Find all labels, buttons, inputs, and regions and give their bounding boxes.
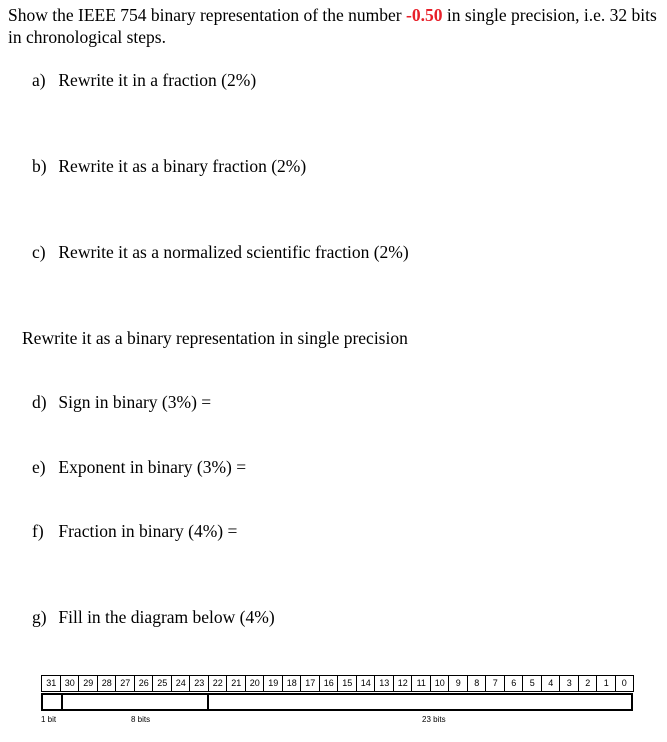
question-b (32, 155, 306, 177)
bit-number-cell: 19 (263, 675, 283, 692)
target-number: -0.50 (406, 5, 443, 25)
bit-number-cell: 21 (226, 675, 246, 692)
binary-representation-heading: Rewrite it as a binary representation in single precision (22, 328, 408, 348)
bit-number-cell: 17 (300, 675, 320, 692)
question-d (32, 391, 211, 413)
question-f-text: Fraction in binary (4%) = (58, 521, 238, 541)
problem-text-start: Show the IEEE 754 binary representation of the number (8, 5, 407, 25)
bit-number-cell: 7 (485, 675, 505, 692)
bit-number-cell: 14 (356, 675, 376, 692)
question-c-text: Rewrite it as a normalized scientific fraction (2%) (58, 242, 409, 262)
bit-number-cell: 13 (374, 675, 394, 692)
question-d-label: d) (32, 392, 47, 412)
bit-number-cell: 9 (448, 675, 468, 692)
bit-number-cell: 1 (596, 675, 616, 692)
bit-number-cell: 5 (522, 675, 542, 692)
question-a-label: a) (32, 70, 46, 90)
fraction-field-box[interactable] (207, 693, 633, 711)
question-e (32, 456, 246, 478)
question-f-label: f) (32, 521, 44, 541)
exponent-field-box[interactable] (61, 693, 209, 711)
question-e-label: e) (32, 457, 46, 477)
question-d-text: Sign in binary (3%) = (58, 392, 212, 412)
question-c (32, 241, 409, 263)
bit-number-cell: 24 (171, 675, 191, 692)
bit-number-cell: 27 (115, 675, 135, 692)
bit-number-cell: 10 (430, 675, 450, 692)
bit-number-cell: 29 (78, 675, 98, 692)
sign-field-caption: 1 bit (41, 715, 57, 724)
bit-number-cell: 18 (282, 675, 302, 692)
question-b-label: b) (32, 156, 47, 176)
bit-number-cell: 25 (152, 675, 172, 692)
question-g-text: Fill in the diagram below (4%) (58, 607, 275, 627)
bit-number-cell: 12 (393, 675, 413, 692)
bit-number-cell: 30 (60, 675, 80, 692)
fraction-field-caption: 23 bits (422, 715, 446, 724)
problem-text-end: in single precision, i.e. 32 bits in chronological steps. (8, 5, 657, 47)
question-g (32, 606, 275, 628)
question-a (32, 69, 256, 91)
bit-number-cell: 31 (41, 675, 61, 692)
bit-number-cell: 28 (97, 675, 117, 692)
question-e-text: Exponent in binary (3%) = (58, 457, 247, 477)
bit-number-cell: 15 (337, 675, 357, 692)
question-c-label: c) (32, 242, 46, 262)
bit-number-cell: 22 (208, 675, 228, 692)
bit-number-cell: 16 (319, 675, 339, 692)
question-b-text: Rewrite it as a binary fraction (2%) (58, 156, 307, 176)
problem-statement (8, 4, 658, 48)
bit-number-cell: 26 (134, 675, 154, 692)
bit-number-cell: 23 (189, 675, 209, 692)
bit-number-cell: 6 (504, 675, 524, 692)
bit-number-cell: 2 (578, 675, 598, 692)
bit-number-cell: 20 (245, 675, 265, 692)
bit-number-cell: 11 (411, 675, 431, 692)
question-a-text: Rewrite it in a fraction (2%) (58, 70, 257, 90)
bit-number-cell: 4 (541, 675, 561, 692)
bit-number-cell: 0 (615, 675, 635, 692)
bit-number-cell: 3 (559, 675, 579, 692)
bit-number-cell: 8 (467, 675, 487, 692)
question-f (32, 520, 237, 542)
field-box-row (41, 693, 633, 711)
question-g-label: g) (32, 607, 47, 627)
sign-field-box[interactable] (41, 693, 63, 711)
exponent-field-caption: 8 bits (131, 715, 151, 724)
